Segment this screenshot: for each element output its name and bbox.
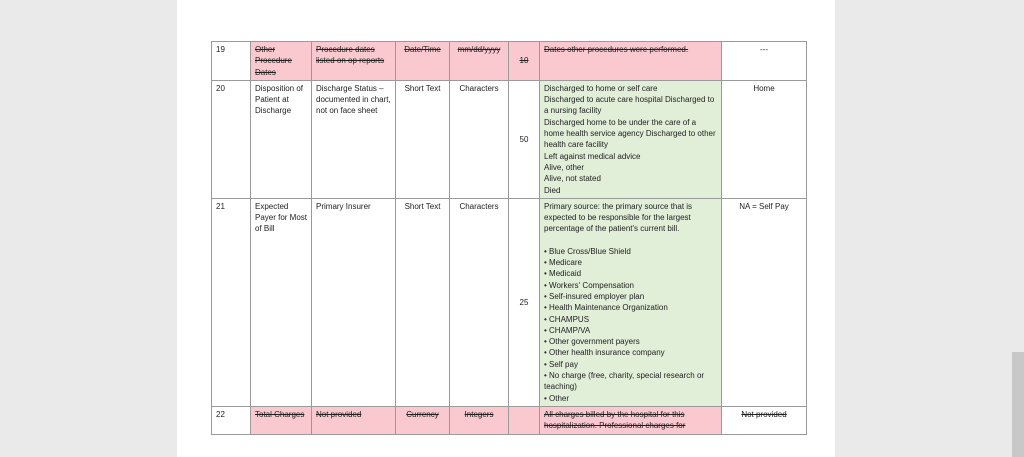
table-row [212,80,807,198]
description-intro: Primary source: the primary source that is expected to be responsible for the largest percentage of the patient's current bill. [544,201,693,234]
description-line: Dates other procedures were performed. [544,45,689,54]
field-name: Disposition of Patient at Discharge [251,80,312,198]
description-line: Discharged to home or self care [544,83,658,93]
field-length [509,406,540,434]
row-number: 22 [212,406,251,434]
field-source: Primary Insurer [312,198,396,406]
example-value: NA = Self Pay [722,198,807,406]
field-description [540,406,722,434]
row-number: 21 [212,198,251,406]
field-name: Expected Payer for Most of Bill [251,198,312,406]
field-description [540,198,722,406]
field-source: Not provided [312,406,396,434]
description-line: Left against medical advice [544,151,641,161]
field-source: Discharge Status – documented in chart, not on face sheet [312,80,396,198]
field-name: Other Procedure Dates [251,42,312,81]
list-item: • CHAMP/VA [544,325,717,336]
list-item: • No charge (free, charity, special research or teaching) [544,370,717,393]
list-item: • Other health insurance company [544,347,717,358]
data-dictionary-table [211,41,807,435]
example-value: --- [722,42,807,81]
data-type: Short Text [396,80,450,198]
description-line: Alive, other [544,162,585,172]
description-line: Died [544,185,561,195]
field-description [540,80,722,198]
field-length: 50 [509,80,540,198]
description-line: Discharged to acute care hospital Discharged to a nursing facility [544,95,715,116]
description-line: Alive, not stated [544,174,601,184]
data-format: mm/dd/yyyy [450,42,509,81]
table-row [212,198,807,406]
payer-list [544,246,717,404]
vertical-scrollbar-thumb[interactable] [1012,352,1024,457]
data-format: Integers [450,406,509,434]
document-page [177,0,835,457]
description-line: All charges billed by the hospital for this hospitalization. Professional charges for [544,409,686,431]
list-item: • Medicare [544,257,717,268]
table-row [212,42,807,81]
field-name: Total Charges [251,406,312,434]
data-type: Short Text [396,198,450,406]
example-value: Home [722,80,807,198]
list-item: • Workers' Compensation [544,280,717,291]
data-type: Date/Time [396,42,450,81]
list-item: • Other government payers [544,336,717,347]
field-length: 25 [509,198,540,406]
list-item: • Other [544,393,717,404]
row-number: 19 [212,42,251,81]
field-description [540,42,722,81]
table-row [212,406,807,434]
list-item: • Self-insured employer plan [544,291,717,302]
list-item: • Blue Cross/Blue Shield [544,246,717,257]
field-source: Procedure dates listed on op reports [312,42,396,81]
field-length: 10 [509,42,540,81]
data-format: Characters [450,198,509,406]
row-number: 20 [212,80,251,198]
example-value: Not provided [722,406,807,434]
data-format: Characters [450,80,509,198]
list-item: • Self pay [544,359,717,370]
list-item: • CHAMPUS [544,314,717,325]
description-line: Discharged home to be under the care of a home health service agency Discharged to other health care facility [544,117,716,150]
data-type: Currency [396,406,450,434]
list-item: • Medicaid [544,268,717,279]
list-item: • Health Maintenance Organization [544,302,717,313]
